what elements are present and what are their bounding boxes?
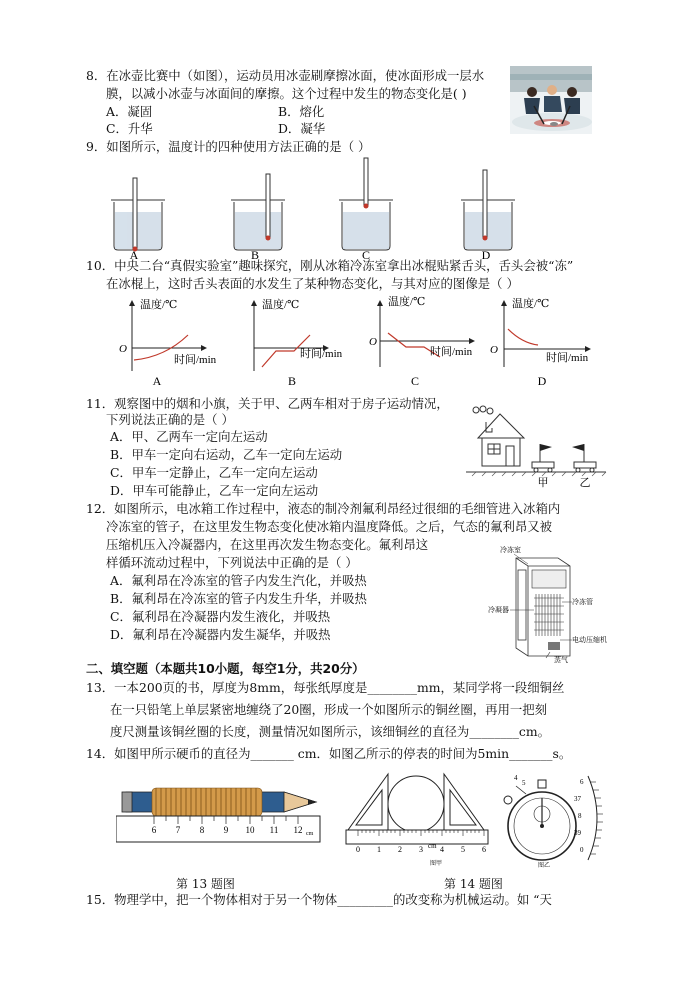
svg-text:1: 1 bbox=[377, 845, 381, 854]
q10-label-b: B bbox=[287, 374, 297, 388]
svg-text:0: 0 bbox=[580, 846, 584, 854]
svg-text:37: 37 bbox=[574, 795, 581, 803]
thermometer-figure bbox=[100, 150, 540, 260]
fig-yi-label: 图乙 bbox=[537, 863, 551, 869]
svg-text:O: O bbox=[119, 343, 127, 355]
svg-text:温度/℃: 温度/℃ bbox=[262, 299, 300, 311]
q11-option-b: B．甲车一定向右运动，乙车一定向左运动 bbox=[110, 447, 343, 462]
caption-14: 第 14 题图 bbox=[444, 877, 503, 891]
q8-option-b: B．熔化 bbox=[278, 104, 325, 119]
car-yi-label: 乙 bbox=[579, 477, 591, 489]
q11-option-d: D．甲车可能静止，乙车一定向左运动 bbox=[110, 483, 319, 498]
svg-text:12: 12 bbox=[293, 825, 303, 835]
q12-option-b: B．氟利昂在冷冻室的管子内发生升华，并吸热 bbox=[110, 591, 367, 606]
graph-d bbox=[490, 296, 590, 388]
graph-a bbox=[119, 297, 217, 388]
svg-text:O: O bbox=[490, 344, 498, 356]
svg-text:8: 8 bbox=[199, 825, 205, 835]
svg-text:4: 4 bbox=[440, 845, 444, 854]
svg-text:6: 6 bbox=[151, 825, 157, 835]
svg-text:7: 7 bbox=[175, 825, 181, 835]
svg-text:蒸气: 蒸气 bbox=[554, 656, 568, 664]
q10-stem-line1: 10．中央二台“真假实验室”趣味探究，刚从冰箱冷冻室拿出冰棍贴紧舌头，舌头会被“冻” bbox=[86, 258, 574, 273]
q8-option-c: C．升华 bbox=[106, 121, 153, 136]
stopwatch-figure bbox=[492, 772, 610, 872]
q9-label-a: A bbox=[129, 248, 139, 260]
svg-text:8: 8 bbox=[578, 812, 582, 820]
q11-option-a: A．甲、乙两车一定向左运动 bbox=[110, 429, 268, 444]
q8-option-d: D．凝华 bbox=[278, 121, 326, 136]
svg-text:时间/min: 时间/min bbox=[430, 346, 473, 358]
q15-stem: 15．物理学中，把一个物体相对于另一个物体_________的改变称为机械运动。如 “天 bbox=[86, 892, 552, 907]
svg-text:cm: cm bbox=[428, 842, 437, 850]
q12-option-a: A．氟利昂在冷冻室的管子内发生汽化，并吸热 bbox=[110, 573, 367, 588]
svg-text:9: 9 bbox=[223, 825, 229, 835]
graph-c bbox=[369, 295, 474, 388]
fridge-figure bbox=[488, 540, 608, 666]
svg-text:时间/min: 时间/min bbox=[546, 352, 589, 364]
fig-jia-label: 图甲 bbox=[429, 861, 443, 867]
svg-text:5: 5 bbox=[522, 779, 526, 787]
svg-text:4: 4 bbox=[514, 774, 518, 782]
q12-option-c: C．氟利昂在冷凝器内发生液化，并吸热 bbox=[110, 609, 331, 624]
svg-text:时间/min: 时间/min bbox=[300, 348, 343, 360]
q13-stem-line1: 13．一本200页的书，厚度为8mm，每张纸厚度是________mm，某同学将一段细铜丝 bbox=[86, 680, 565, 695]
svg-text:电动压缩机: 电动压缩机 bbox=[572, 636, 607, 644]
q12-stem-line3: 压缩机压入冷凝器内，在这里再次发生物态变化。氟利昂这 bbox=[106, 537, 429, 552]
svg-text:3: 3 bbox=[419, 845, 423, 854]
svg-text:冷冻管: 冷冻管 bbox=[572, 598, 593, 606]
section2-title: 二、填空题（本题共10小题，每空1分，共20分） bbox=[86, 661, 365, 676]
q13-stem-line2: 在一只铅笔上单层紧密地缠绕了20圈，形成一个如图所示的铜丝圈，再用一把刻 bbox=[110, 702, 548, 717]
svg-text:6: 6 bbox=[482, 845, 486, 854]
q9-label-d: D bbox=[481, 248, 491, 260]
svg-text:温度/℃: 温度/℃ bbox=[388, 296, 426, 308]
q10-label-d: D bbox=[537, 374, 547, 388]
car-jia-label: 甲 bbox=[537, 477, 549, 489]
q11-option-c: C．甲车一定静止，乙车一定向左运动 bbox=[110, 465, 318, 480]
q12-stem-line4: 样循环流动过程中，下列说法中正确的是（ ） bbox=[106, 555, 358, 570]
svg-text:11: 11 bbox=[269, 825, 279, 835]
q12-stem-line1: 12．如图所示，电冰箱工作过程中，液态的制冷剂氟利昂经过很细的毛细管进入冰箱内 bbox=[86, 501, 561, 516]
svg-text:39: 39 bbox=[574, 829, 581, 837]
svg-text:10: 10 bbox=[245, 825, 255, 835]
q12-option-d: D．氟利昂在冷凝器内发生凝华，并吸热 bbox=[110, 627, 331, 642]
svg-text:2: 2 bbox=[398, 845, 402, 854]
curling-photo bbox=[510, 66, 592, 134]
house-flags-figure bbox=[466, 402, 616, 502]
svg-text:O: O bbox=[369, 336, 377, 348]
q11-stem-line2: 下列说法正确的是（ ） bbox=[106, 412, 234, 427]
q8-option-a: A．凝固 bbox=[106, 104, 153, 119]
q9-label-b: B bbox=[250, 248, 260, 260]
svg-text:温度/℃: 温度/℃ bbox=[140, 299, 178, 311]
q12-stem-line2: 冷冻室的管子，在这里发生物态变化使冰箱内温度降低。之后，气态的氟利昂又被 bbox=[106, 519, 553, 534]
q13-stem-line3: 度尺测量该铜丝圈的长度，测量情况如图所示，该细铜丝的直径为________cm。 bbox=[110, 724, 550, 739]
q10-graphs bbox=[110, 295, 600, 389]
q8-stem-line2: 膜，以减小冰壶与冰面间的摩擦。这个过程中发生的物态变化是( ) bbox=[106, 86, 467, 101]
svg-text:温度/℃: 温度/℃ bbox=[512, 298, 550, 310]
q14-stem: 14．如图甲所示硬币的直径为_______ cm．如图乙所示的停表的时间为5min_______s。 bbox=[86, 746, 572, 761]
q11-stem-line1: 11．观察图中的烟和小旗，关于甲、乙两车相对于房子运动情况， bbox=[86, 396, 449, 411]
svg-text:0: 0 bbox=[356, 845, 360, 854]
q9-label-c: C bbox=[361, 248, 371, 260]
q9-stem: 9．如图所示，温度计的四种使用方法正确的是（ ） bbox=[86, 139, 371, 154]
svg-text:冷凝器: 冷凝器 bbox=[488, 606, 509, 614]
caption-13: 第 13 题图 bbox=[176, 877, 235, 891]
q10-label-c: C bbox=[410, 374, 420, 388]
svg-text:5: 5 bbox=[461, 845, 465, 854]
graph-b bbox=[254, 297, 343, 388]
svg-text:6: 6 bbox=[580, 778, 584, 786]
coin-ruler-figure bbox=[342, 770, 492, 870]
svg-text:cm: cm bbox=[306, 831, 314, 837]
q10-label-a: A bbox=[152, 374, 162, 388]
svg-text:时间/min: 时间/min bbox=[174, 354, 217, 366]
q10-stem-line2: 在冰棍上，这时舌头表面的水发生了某种物态变化，与其对应的图像是（ ） bbox=[106, 276, 519, 291]
copper-coil-figure bbox=[116, 780, 330, 846]
q8-stem-line1: 8．在冰壶比赛中（如图），运动员用冰壶刷摩擦冰面，使冰面形成一层水 bbox=[86, 68, 485, 83]
svg-text:冷冻室: 冷冻室 bbox=[500, 546, 521, 554]
